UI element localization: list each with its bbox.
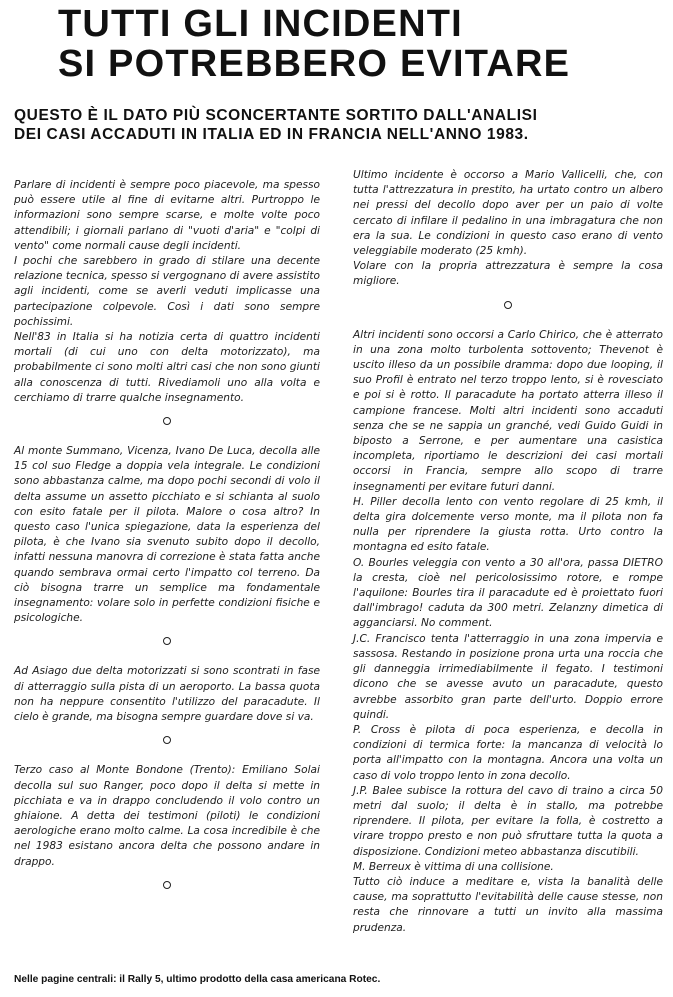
article-subtitle-line-1: QUESTO È IL DATO PIÙ SCONCERTANTE SORTITO DALL'ANALISI — [14, 107, 538, 124]
paragraph: O. Bourles veleggia con vento a 30 all'ora, passa DIETRO la cresta, cioè nel pericolosissimo rotore, e rompe l'aquilone: Bourles tira il paracadute ed è proiettato fuori dall'imbrago! caduta da 300 metri. Zelanzny dimetica di agganciarsi. No comment. — [353, 556, 663, 630]
article-subtitle-line-2: DEI CASI ACCADUTI IN ITALIA ED IN FRANCIA NELL'ANNO 1983. — [14, 126, 529, 143]
section-separator — [353, 300, 663, 314]
paragraph: P. Cross è pilota di poca esperienza, e decolla in condizioni di termica forte: la mancanza di velocità lo porta all'impatto con la montagna. Ancora una volta un caso di volo troppo lento in zona decollo. — [353, 723, 663, 782]
footer-caption: Nelle pagine centrali: il Rally 5, ultimo prodotto della casa americana Rotec. — [14, 974, 381, 985]
article-title-line-1: TUTTI GLI INCIDENTI — [58, 3, 463, 45]
paragraph: Al monte Summano, Vicenza, Ivano De Luca, decolla alle 15 col suo Fledge a doppia vela integrale. Le condizioni sono abbastanza calme, ma dopo pochi secondi di volo il delta assume un assetto picchiato e si schianta al suolo con esito fatale per il pilota. Malore o cosa altro? In questo caso l'unica spiegazione, data la esperienza del pilota, è che Ivano sia svenuto subito dopo il decollo, infatti nessuna manovra di correzione è stata fatta anche quando sembrava ormai certo l'impatto col terreno. Da ciò bisogna trarre un semplice ma fondamentale insegnamento: volare solo in perfette condizioni fisiche e psicologiche. — [14, 445, 320, 625]
paragraph: M. Berreux è vittima di una collisione. — [353, 860, 554, 873]
paragraph: J.P. Balee subisce la rottura del cavo di traino a circa 50 metri dal suolo; il delta è in stallo, ma potrebbe riprendere. Il pilota, per evitare la folla, è costretto a virare troppo presto e non può sfruttare tutta la quota a disposizione. Condizioni meteo abbastanza discutibili. — [353, 784, 663, 858]
article-title — [58, 4, 668, 84]
circle-separator-icon — [504, 301, 512, 309]
article-title-line-2: SI POTREBBERO EVITARE — [58, 43, 571, 85]
paragraph: I pochi che sarebbero in grado di stilare una decente relazione tecnica, spesso si vergognano di avere assistito agli incidenti, come se averli veduti implicasse una partecipazione colpevole. Così i dati sono sempre pochissimi. — [14, 255, 320, 328]
circle-separator-icon — [163, 736, 171, 744]
paragraph: H. Piller decolla lento con vento regolare di 25 kmh, il delta gira dolcemente verso monte, ma il pilota non fa nulla per riprendere la giusta rotta. Urto contro la montagna ed esito fatale. — [353, 495, 663, 554]
paragraph: J.C. Francisco tenta l'atterraggio in una zona impervia e sassosa. Restando in posizione prona urta una roccia che gli danneggia irrimediabilmente il fegato. I testimoni dicono che se avesse avuto un paracadute, questo avrebbe assorbito gran parte dell'urto. Doppio errore quindi. — [353, 632, 663, 721]
paragraph: Volare con la propria attrezzatura è sempre la cosa migliore. — [353, 260, 663, 288]
paragraph: Terzo caso al Monte Bondone (Trento): Emiliano Solai decolla sul suo Ranger, poco dopo il delta si mette in picchiata e va in drappo concludendo il volo contro un ghiaione. A detta dei testimoni (piloti) le condizioni aerologiche erano molto calme. La cosa incredibile è che nel 1983 esistano ancora delta che possono andare in drappo. — [14, 764, 320, 868]
right-column — [353, 168, 663, 936]
paragraph: Nell'83 in Italia si ha notizia certa di quattro incidenti mortali (di cui uno con delta motorizzato), ma probabilmente ci sono molti altri casi che non sono giunti alla conoscenza di tutti. Rivediamoli uno alla volta e cerchiamo di trarre qualche insegnamento. — [14, 331, 320, 404]
section-separator — [14, 416, 320, 430]
section-separator — [14, 636, 320, 650]
circle-separator-icon — [163, 417, 171, 425]
section-separator — [14, 735, 320, 749]
paragraph: Ultimo incidente è occorso a Mario Vallicelli, che, con tutta l'attrezzatura in prestito, ha urtato contro un albero nei pressi del decollo dopo aver per un paio di volte cercato di infilare il pedalino in una imbragatura che non era la sua. Le condizioni in questo caso erano di vento veleggiabile moderato (25 kmh). — [353, 169, 663, 258]
paragraph: Altri incidenti sono occorsi a Carlo Chirico, che è atterrato in una zona molto turbolenta sottovento; Thevenot è uscito illeso da un possibile dramma: dopo due looping, il suo Profil è entrato nel terzo troppo lento, si è rovesciato e poi si è rotto. Il paracadute ha portato atterra illeso il campione francese. Molti altri incidenti sono accaduti senza che se ne sappia un granché, vedi Guido Guidi in biposto a Serrone, e per aumentare una casistica incompleta, riportiamo le descrizioni dei casi mortali occorsi in Francia, sempre allo scopo di trarre insegnamenti per evitare futuri danni. — [353, 328, 663, 493]
paragraph: Parlare di incidenti è sempre poco piacevole, ma spesso può essere utile al fine di evitarne altri. Purtroppo le informazioni sono sempre scarse, e molte volte poco attendibili; i giornali parlano di "vuoti d'aria" e "colpi di vento" come normali cause degli incidenti. — [14, 179, 320, 252]
section-separator — [14, 880, 320, 894]
circle-separator-icon — [163, 637, 171, 645]
article-subtitle — [14, 106, 664, 144]
left-column — [14, 178, 320, 908]
paragraph: Ad Asiago due delta motorizzati si sono scontrati in fase di atterraggio sulla pista di un aeroporto. La bassa quota non ha neppure consentito l'utilizzo del paracadute. Il cielo è grande, ma bisogna sempre guardare dove si va. — [14, 665, 320, 724]
circle-separator-icon — [163, 881, 171, 889]
paragraph: Tutto ciò induce a meditare e, vista la banalità delle cause, ma soprattutto l'evitabilità delle cause stesse, non resta che rinnovare a tutti un invito alla massima prudenza. — [353, 875, 663, 934]
